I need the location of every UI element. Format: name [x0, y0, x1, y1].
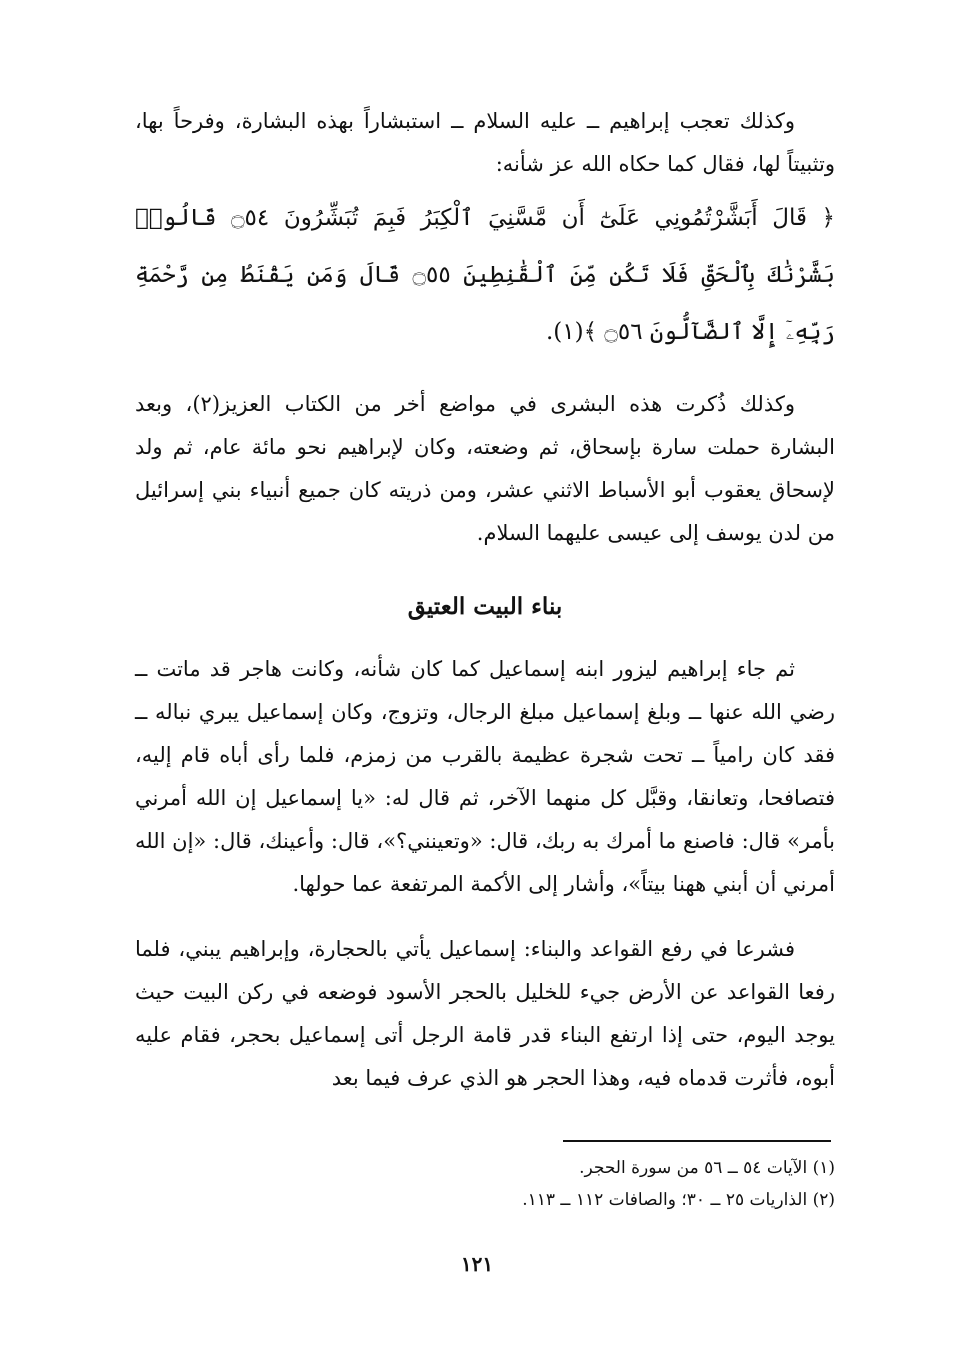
- footnote-divider: [563, 1140, 831, 1142]
- footnote-2: (٢) الذاريات ٢٥ ــ ٣٠؛ والصافات ١١٢ ــ ١١٣.: [522, 1190, 835, 1210]
- page-body: [135, 100, 835, 1100]
- quran-verse: ﴿ قَالَ أَبَشَّرْتُمُونِي عَلَىٰٓ أَن مَّسَّنِيَ ٱلْكِبَرُ فَبِمَ تُبَشِّرُونَ ۝٥٤ قَالُوا۟ بَشَّرْنَٰكَ بِٱلْحَقِّ فَلَا تَكُن مِّنَ ٱلْقَٰنِطِينَ ۝٥٥ قَالَ وَمَن يَقْنَطُ مِن رَّحْمَةِ رَبِّهِۦٓ إِلَّا ٱلضَّآلُّونَ ۝٥٦ ﴾(١).: [135, 205, 835, 345]
- paragraph-intro: وكذلك تعجب إبراهيم ــ عليه السلام ــ استبشاراً بهذه البشارة، وفرحاً بها، وتثبيتاً لها، فقال كما حكاه الله عز شأنه:: [135, 109, 835, 176]
- page-number: ١٢١: [460, 1252, 494, 1276]
- footnote-1: (١) الآيات ٥٤ ــ ٥٦ من سورة الحجر.: [579, 1158, 835, 1178]
- paragraph-glad-tidings: وكذلك ذُكرت هذه البشرى في مواضع أخر من الكتاب العزيز(٢)، وبعد البشارة حملت سارة بإسحاق، ثم وضعته، وكان لإبراهيم نحو مائة عام، ثم ولد لإسحاق يعقوب أبو الأسباط الاثني عشر، ومن ذريته كان جميع أنبياء بني إسرائيل من لدن يوسف إلى عيسى عليهما السلام.: [135, 392, 835, 545]
- paragraph-building: فشرعا في رفع القواعد والبناء: إسماعيل يأتي بالحجارة، وإبراهيم يبني، فلما رفعا القواعد عن الأرض جيء للخليل بالحجر الأسود فوضعه في ركن البيت حيث يوجد اليوم، حتى إذا ارتفع البناء قدر قامة الرجل أتى إسماعيل بحجر، فقام عليه أبوه، فأثرت قدماه فيه، وهذا الحجر هو الذي عرف فيما بعد: [135, 937, 835, 1090]
- paragraph-ibrahim-visit: ثم جاء إبراهيم ليزور ابنه إسماعيل كما كان شأنه، وكانت هاجر قد ماتت ــ رضي الله عنها ــ وبلغ إسماعيل مبلغ الرجال، وتزوج، وكان إسماعيل يبري نباله ــ فقد كان رامياً ــ تحت شجرة عظيمة بالقرب من زمزم، فلما رأى أباه قام إليه، فتصافحا، وتعانقا، وقبَّل كل منهما الآخر، ثم قال له: «يا إسماعيل إن الله أمرني بأمر» قال: فاصنع ما أمرك به ربك، قال: «وتعينني؟»، قال: وأعينك، قال: «إن الله أمرني أن أبني ههنا بيتاً»، وأشار إلى الأكمة المرتفعة عما حولها.: [135, 657, 835, 896]
- footnotes: [135, 1152, 835, 1216]
- section-heading: بناء البيت العتيق: [407, 593, 563, 620]
